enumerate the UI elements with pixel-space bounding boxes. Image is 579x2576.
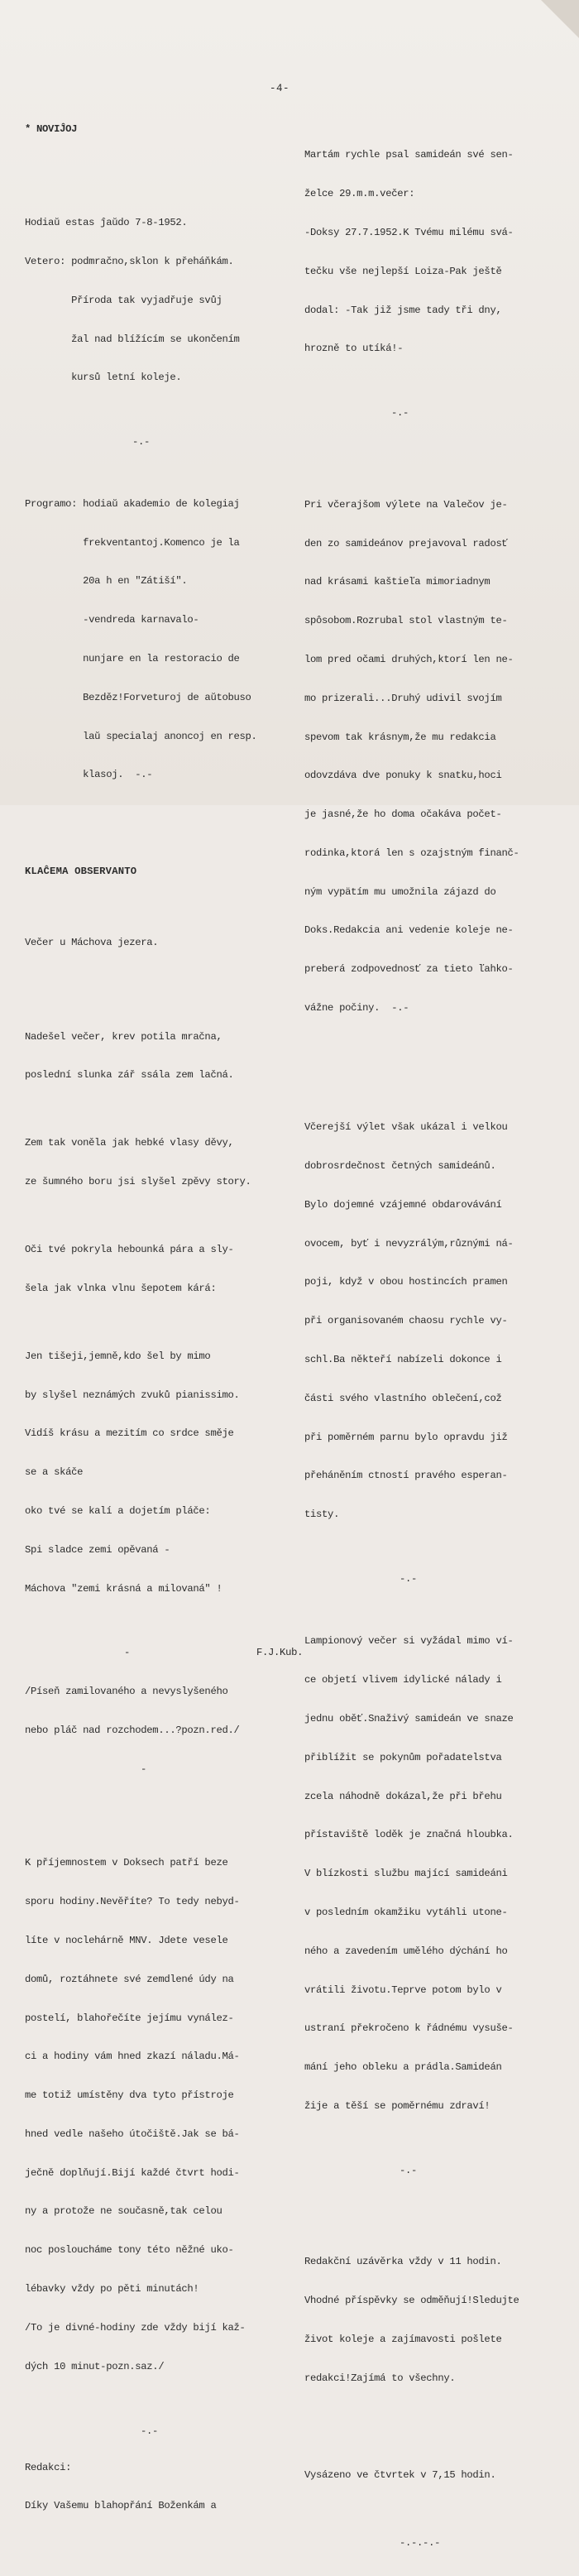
poem-line: Jen tišeji,jemně,kdo šel by mimo	[25, 1350, 211, 1362]
separator: -.-	[391, 407, 409, 420]
text-line: Lampionový večer si vyžádal mimo ví-	[304, 1635, 514, 1648]
text-line: ného a zavedením umělého dýchání ho	[304, 1945, 508, 1957]
separator: -.-	[400, 2164, 418, 2176]
lampion-article	[304, 1609, 569, 2138]
text-line: ustraní překročeno k řádnému vysuše-	[304, 2022, 514, 2035]
poem-signature-line	[25, 1647, 302, 1660]
text-line: mo prizerali...Druhý udivil svojím	[304, 692, 502, 704]
poem-line: Spi sladce zemi opěvaná -	[25, 1543, 170, 1556]
text-line: schl.Ba někteří nabízeli dokonce i	[304, 1354, 502, 1365]
poem-note-line: /Píseň zamilovaného a nevyslyšeného	[25, 1686, 228, 1698]
poem-line: oko tvé se kalí a dojetím pláče:	[25, 1504, 211, 1517]
poem-line: šela jak vlnka vlnu šepotem kárá:	[25, 1282, 217, 1294]
weather-block	[25, 191, 302, 410]
text-line: Redakci:	[25, 2461, 72, 2473]
text-line: Bezděz!Forveturoj de aŭtobuso	[25, 691, 251, 703]
text-line: Doks.Redakcia ani vedenie koleje ne-	[304, 924, 514, 937]
clock-article	[25, 1831, 302, 2399]
text-line: Pri včerajšom výlete na Valečov je-	[304, 498, 508, 511]
text-line: život koleje a zajímavosti pošlete	[304, 2333, 502, 2345]
yesterday-trip-article	[304, 1096, 569, 1547]
text-line: Vetero: podmračno,sklon k přeháňkám.	[25, 256, 234, 268]
poem-line: Vidíš krásu a mezitím co srdce směje	[25, 1427, 234, 1440]
poem-line: by slyšel neznámých zvuků pianissimo.	[25, 1389, 240, 1401]
text-line: žal nad blížícím se ukončením	[25, 333, 240, 345]
poem-line: se a skáče	[25, 1466, 84, 1479]
text-line: -Doksy 27.7.1952.K Tvému milému svá-	[304, 226, 514, 238]
text-line: Příroda tak vyjadřuje svůj	[25, 294, 223, 306]
text-line: tečku vše nejlepší Loiza-Pak ještě	[304, 265, 502, 277]
text-line: Díky Vašemu blahopřání Boženkám a	[25, 2500, 217, 2512]
text-line: dodal: -Tak již jsme tady tři dny,	[304, 304, 502, 316]
text-line: preberá zodpovednosť za tieto ľahko-	[304, 963, 514, 976]
right-column	[304, 98, 569, 2576]
text-line: mání jeho obleku a prádla.Samideán	[304, 2061, 502, 2074]
text-line: Martám rychle psal samideán své sen-	[304, 149, 514, 161]
text-line: postelí, blahořečíte jejímu vynález-	[25, 2012, 234, 2024]
text-line: dobrosrdečnost četných samideánů.	[304, 1160, 496, 1173]
poem-line: Oči tvé pokryla hebounká pára a sly-	[25, 1244, 234, 1256]
text-line: Bylo dojemné vzájemné obdarovávání	[304, 1198, 502, 1211]
text-line: Hodiaŭ estas ĵaŭdo 7-8-1952.	[25, 217, 188, 229]
text-line: V blízkosti službu mající samideáni	[304, 1868, 508, 1880]
text-line: frekventantoj.Komenco je la	[25, 536, 240, 549]
text-line: /To je divné-hodiny zde vždy bijí kaž-	[25, 2321, 246, 2334]
text-line: 20a h en "Zátiší".	[25, 575, 188, 588]
text-line: tisty.	[304, 1509, 340, 1521]
print-time: Vysázeno ve čtvrtek v 7,15 hodin.	[304, 2468, 496, 2481]
text-line: při organisovaném chaosu rychle vy-	[304, 1315, 508, 1327]
text-line: vrátili životu.Teprve potom bylo v	[304, 1984, 502, 1996]
text-line: Programo: hodiaŭ akademio de kolegiaj	[25, 497, 240, 510]
poem-line: ze šumného boru jsi slyšel zpěvy story.	[25, 1176, 251, 1188]
separator: -	[124, 1647, 131, 1659]
text-line: lom pred očami druhých,ktorí len ne-	[304, 653, 514, 665]
text-line: laŭ specialaj anoncoj en resp.	[25, 730, 257, 742]
separator: -	[141, 1763, 147, 1775]
text-line: Včerejší výlet však ukázal i velkou	[304, 1121, 508, 1134]
separator: -.-	[400, 1573, 418, 1585]
text-line: vážne počiny. -.-	[304, 1001, 409, 1014]
text-line: redakci!Zajímá to všechny.	[304, 2372, 456, 2384]
text-line: nad krásami kaštieľa mimoriadnym	[304, 576, 490, 588]
text-line: přeháněním ctností pravého esperan-	[304, 1470, 508, 1482]
text-line: při poměrném parnu bylo opravdu již	[304, 1431, 508, 1443]
text-line: žije a těší se poměrnému zdraví!	[304, 2099, 490, 2112]
text-line: domů, roztáhnete své zemdlené údy na	[25, 1973, 234, 1985]
text-line: kursů letní koleje.	[25, 372, 182, 384]
text-line: lébavky vždy po pěti minutách!	[25, 2282, 199, 2295]
text-line: nunjare en la restoracio de	[25, 652, 240, 664]
text-line: poji, když v obou hostincích pramen	[304, 1276, 508, 1288]
text-line: hrozně to utíká!-	[304, 343, 404, 355]
valecov-trip-article	[304, 473, 569, 1041]
text-line: ny a protože ne současně,tak celou	[25, 2205, 223, 2218]
poem-line: Zem tak voněla jak hebké vlasy děvy,	[25, 1137, 234, 1149]
text-line: želce 29.m.m.večer:	[304, 188, 415, 200]
text-line: odovzdáva dve ponuky k snatku,hoci	[304, 770, 502, 782]
poem-block	[25, 1005, 302, 1621]
text-line: ce objetí vlivem idylické nálady i	[304, 1674, 502, 1686]
text-line: hned vedle našeho útočiště.Jak se bá-	[25, 2127, 240, 2140]
text-line: ci a hodiny vám hned zkazí náladu.Má-	[25, 2051, 240, 2063]
text-line: -vendreda karnavalo-	[25, 614, 199, 626]
text-line: Redakční uzávěrka vždy v 11 hodin.	[304, 2256, 502, 2268]
left-column	[25, 98, 302, 2539]
folded-corner	[541, 0, 579, 38]
text-line: rodinka,ktorá len s ozajstným finanč-	[304, 847, 519, 859]
poem-author: F.J.Kub.	[256, 1647, 304, 1659]
text-line: sporu hodiny.Nevěříte? To tedy nebyd-	[25, 1896, 240, 1908]
poem-title: Večer u Máchova jezera.	[25, 937, 159, 949]
text-line: me totiž umístěny dva tyto přístroje	[25, 2089, 234, 2102]
text-line: zcela náhodně dokázal,že při břehu	[304, 1790, 502, 1802]
text-line: K příjemnostem v Doksech patří beze	[25, 1857, 228, 1869]
section-header-news: * NOVIĴOJ	[25, 123, 78, 136]
text-line: jednu oběť.Snaživý samideán ve snaze	[304, 1713, 514, 1725]
text-line: části svého vlastního oblečení,což	[304, 1392, 502, 1404]
text-line: líte v noclehárně MNV. Jdete vesele	[25, 1934, 228, 1946]
text-line: dých 10 minut-pozn.saz./	[25, 2360, 165, 2372]
text-line: ným vypätím mu umožnila zájazd do	[304, 885, 496, 898]
text-line: noc posloucháme tony této něžné uko-	[25, 2244, 234, 2257]
text-line: je jasné,že ho doma očakáva počet-	[304, 808, 502, 821]
page-number: -4-	[270, 83, 290, 94]
poem-note-line: nebo pláč nad rozchodem...?pozn.red./	[25, 1725, 240, 1737]
text-line: spôsobom.Rozrubal stol vlastným te-	[304, 615, 508, 627]
text-line: den zo samideánov prejavoval radosť	[304, 537, 508, 549]
poem-line: Nadešel večer, krev potila mračna,	[25, 1030, 223, 1043]
text-line: klasoj. -.-	[25, 769, 153, 781]
text-line: spevom tak krásnym,že mu redakcia	[304, 731, 496, 743]
program-block	[25, 473, 302, 808]
text-line: v posledním okamžiku vytáhli utone-	[304, 1906, 508, 1918]
final-separator: -.-.-.-	[400, 2536, 441, 2549]
text-line: ječně doplňují.Bijí každé čtvrt hodi-	[25, 2166, 240, 2179]
poem-line: Máchova "zemi krásná a milovaná" !	[25, 1582, 223, 1595]
poem-line: poslední slunka zář ssála zem lačná.	[25, 1069, 234, 1082]
martan-article	[304, 123, 569, 381]
text-line: ovocem, byť i nevyzrálým,různými ná-	[304, 1237, 514, 1250]
text-line: přiblížit se pokynům pořadatelstva	[304, 1751, 502, 1763]
text-line: přístaviště loděk je značná hloubka.	[304, 1829, 514, 1841]
section-title: KLAĈEMA OBSERVANTO	[25, 866, 137, 878]
text-line: Vhodné příspěvky se odměňují!Sledujte	[304, 2295, 519, 2307]
closing-notice	[304, 2230, 569, 2411]
separator: -.-	[141, 2425, 159, 2437]
separator: -.-	[132, 436, 151, 449]
